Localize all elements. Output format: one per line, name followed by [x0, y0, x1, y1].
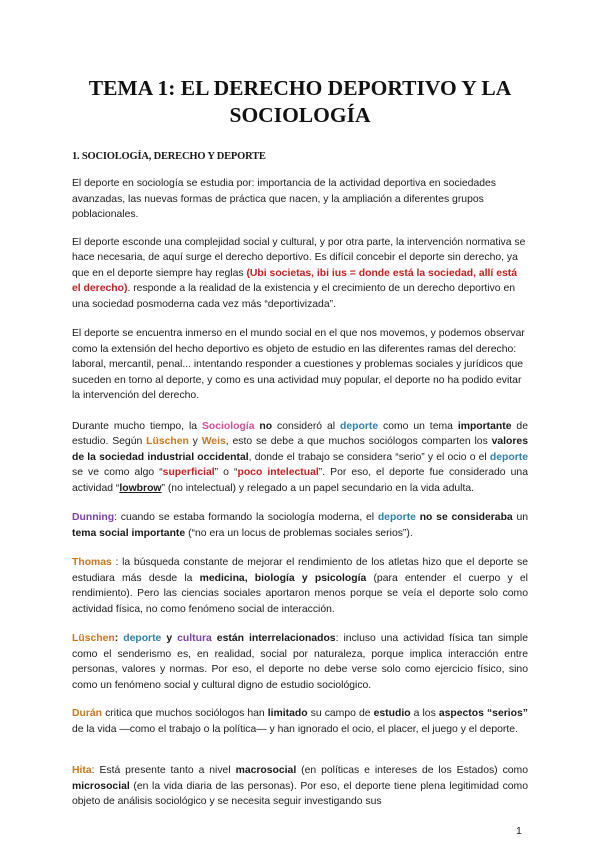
- keyword-poco-intelectual: poco intelectual: [237, 467, 319, 478]
- text: de estudio. Según: [72, 420, 528, 447]
- text: :: [114, 633, 124, 644]
- keyword-limitado: limitado: [267, 708, 308, 719]
- keyword-deporte: deporte: [123, 633, 162, 644]
- text: su campo de: [307, 708, 374, 719]
- latin-quote: (Ubi societas, ibi ius = donde está la sociedad, allí está el derecho): [72, 267, 517, 294]
- author-weis: Weis: [201, 436, 226, 447]
- text: se ve como algo “: [72, 467, 163, 478]
- paragraph-8: [72, 706, 528, 737]
- keyword-cultura: cultura: [177, 633, 212, 644]
- paragraph-1: El deporte en sociología se estudia por: importancia de la actividad deportiva en sociedades avanzadas, las nuevas formas de práctica que nacen, y la ampliación a diferentes grupos poblacionales.: [72, 178, 496, 220]
- keyword-ciencias: medicina, biología y psicología: [199, 572, 367, 584]
- keyword-tema-social: tema social importante: [72, 527, 186, 539]
- keyword-superficial: superficial: [162, 467, 215, 478]
- document-page: [72, 70, 528, 810]
- text: ” (no intelectual) y relegado a un papel secundario en la vida adulta.: [161, 482, 475, 494]
- text: El deporte esconde una complejidad social y cultural, y por otra parte, la intervención normativa se hace necesaria, de aquí surge el derecho deportivo. Es difícil concebir el deporte sin derecho, ya que en el deporte siempre hay reglas: [72, 236, 526, 279]
- author-luschen: Lüschen: [146, 436, 189, 447]
- keyword-aspectos: aspectos “serios”: [438, 708, 528, 719]
- text: . responde a la realidad de la existencia y el crecimiento de un derecho deportivo en una sociedad posmoderna cada vez más “deportivizada”.: [72, 283, 516, 310]
- text: : la búsqueda constante de mejorar el rendimiento de los atletas hizo que el deporte se estudiara más desde la: [72, 557, 528, 584]
- text: , esto se debe a que muchos sociólogos comparten los: [225, 436, 492, 447]
- keyword-estudio: estudio: [373, 708, 411, 719]
- keyword-consideraba: se consideraba: [436, 512, 513, 523]
- text: como un tema: [378, 420, 458, 432]
- keyword-macrosocial: macrosocial: [235, 765, 297, 776]
- paragraph-3: El deporte se encuentra inmerso en el mundo social en el que nos movemos, y podemos observar como la extensión del hecho deportivo es objeto de estudio en las diferentes ramas del derecho: laboral, mercantil, penal... intentando responder a cuestiones y problemas sociales y jurídicos que suceden en torno al deporte, y como es una actividad muy popular, el deporte no ha podido evitar la intervención del derecho.: [72, 328, 525, 401]
- text: : cuando se estaba formando la sociología moderna, el: [114, 512, 378, 523]
- text: y: [188, 436, 202, 447]
- keyword-valores: valores de la sociedad industrial occidental: [72, 436, 528, 463]
- paragraph-5: [72, 510, 528, 541]
- keyword-microsocial: microsocial: [72, 780, 130, 792]
- author-dunning: Dunning: [72, 512, 115, 523]
- paragraph-6: [72, 555, 528, 617]
- author-thomas: Thomas: [72, 557, 112, 568]
- keyword-no: no: [259, 420, 273, 432]
- keyword-sociologia: Sociología: [201, 420, 255, 432]
- text: : Está presente tanto a nivel: [91, 765, 236, 776]
- text: consideró al: [272, 420, 340, 432]
- page-number: 1: [516, 825, 522, 837]
- text: un: [512, 512, 529, 523]
- text: de la vida —como el trabajo o la política— y han ignorado el ocio, el placer, el juego y el deporte.: [72, 723, 518, 735]
- text: : incluso una actividad física tan simple como el senderismo es, en realidad, social por naturaleza, porque implica interacción entre personas, valores y normas. Por eso, el deporte no debe verse solo como ejercicio físico, sino como un fenómeno social y cultural digno de estudio sociológico.: [72, 633, 528, 691]
- page-title: TEMA 1: EL DERECHO DEPORTIVO Y LA SOCIOLOGÍA: [88, 76, 512, 127]
- keyword-deporte: deporte: [340, 420, 379, 432]
- paragraph-7: [72, 631, 528, 693]
- keyword-lowbrow: lowbrow: [119, 482, 162, 494]
- text: (en la vida diaria de las personas). Por eso, el deporte tiene plena legitimidad como objeto de análisis sociológico y se necesita seguir investigando sus: [72, 780, 528, 807]
- paragraph-2: [72, 235, 528, 313]
- keyword-deporte: deporte: [377, 512, 416, 523]
- paragraph-9: [72, 763, 528, 810]
- text: (para entender el cuerpo y el rendimiento). Pero las ciencias sociales aportaron menos porque se veía el deporte solo como actividad física, no como fenómeno social de interacción.: [72, 572, 528, 615]
- text: a los: [410, 708, 439, 719]
- text: ” o “: [214, 467, 238, 478]
- keyword-no: no: [419, 512, 433, 523]
- text: critica que muchos sociólogos han: [102, 708, 268, 719]
- paragraph-4: [72, 419, 528, 497]
- text: , donde el trabajo se considera “serio” y el ocio o el: [248, 451, 490, 463]
- text: (“no era un locus de problemas sociales serios”).: [185, 527, 413, 539]
- text: y: [161, 633, 178, 644]
- keyword-interrelacionados: están interrelacionados: [211, 633, 336, 644]
- author-luschen: Lüschen: [72, 633, 115, 644]
- author-duran: Durán: [72, 708, 103, 719]
- text: Durante mucho tiempo, la: [72, 420, 202, 432]
- author-hita: Hita: [72, 765, 92, 776]
- keyword-importante: importante: [457, 420, 512, 432]
- section-heading: 1. SOCIOLOGÍA, DERECHO Y DEPORTE: [72, 151, 266, 162]
- text: (en políticas e intereses de los Estados) como: [296, 765, 528, 776]
- keyword-deporte: deporte: [489, 451, 528, 463]
- text: ”. Por eso, el deporte fue considerado una actividad “: [72, 467, 528, 494]
